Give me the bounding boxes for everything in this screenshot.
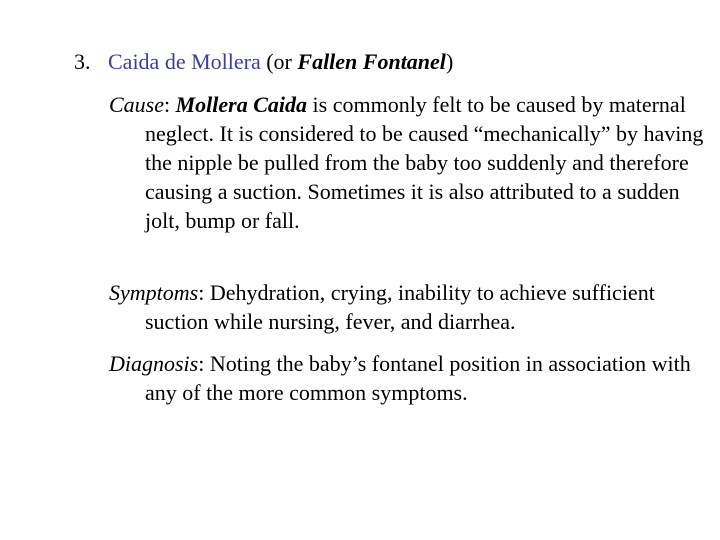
diagnosis-paragraph — [109, 349, 715, 407]
item-heading — [74, 48, 453, 76]
cause-label: Cause — [109, 92, 164, 117]
alt-suffix: ) — [445, 49, 454, 74]
symptoms-separator: : — [198, 280, 210, 305]
alt-prefix: (or — [260, 49, 298, 74]
item-alt-title: Fallen Fontanel — [297, 49, 446, 74]
cause-text: is commonly felt to be caused by maternal neglect. It is considered to be caused “mechanically” by having the nipple be pulled from the baby too suddenly and therefore causing a suction. Sometimes it is also attributed to a sudden jolt, bump or fall. — [145, 92, 704, 233]
item-title: Caida de Mollera — [108, 49, 261, 74]
cause-separator: : — [164, 92, 176, 117]
diagnosis-separator: : — [198, 351, 210, 376]
item-number: 3. — [74, 49, 91, 74]
symptoms-paragraph — [109, 278, 715, 336]
cause-term: Mollera Caida — [175, 92, 308, 117]
diagnosis-text: Noting the baby’s fontanel position in association with any of the more common symptoms. — [145, 351, 691, 405]
symptoms-label: Symptoms — [109, 280, 199, 305]
diagnosis-label: Diagnosis — [109, 351, 199, 376]
symptoms-text: Dehydration, crying, inability to achieve sufficient suction while nursing, fever, and diarrhea. — [145, 280, 655, 334]
cause-paragraph — [109, 90, 705, 235]
